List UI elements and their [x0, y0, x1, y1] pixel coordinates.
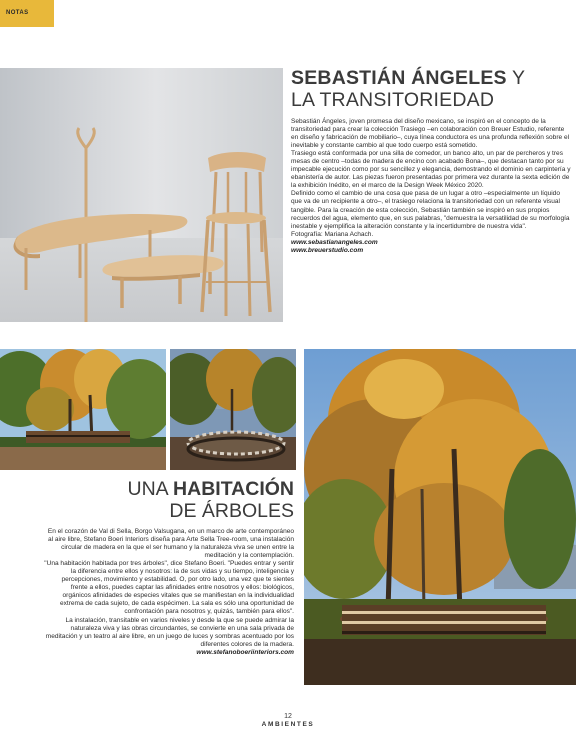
article2-title	[60, 478, 294, 522]
tree-room-photo-autumn	[304, 349, 576, 685]
article2-paragraph: La instalación, transitable en varios niveles y desde la que se puede admirar la naturaleza viva y las obras circundantes, se convierte en una sala privada de meditación y un teatro al aire libre, en un juego de luces y sombras acentuado por los diferentes colores de la madera.	[45, 616, 294, 648]
furniture-photo	[0, 68, 283, 322]
article2-paragraph: En el corazón de Val di Sella, Borgo Valsugana, en un marco de arte contemporáneo al aire libre, Stefano Boeri Interiors diseña para Arte Sella Tree-room, una instalación circular de madera en la que el ser humano y la naturaleza viva se unen entre la meditación y la contemplación.	[47, 528, 294, 560]
article2-paragraph: "Una habitación habitada por tres árboles", dice Stefano Boeri. "Puedes entrar y sentir la diferencia entre ellos y nosotros: la de sus vidas y su tiempo, inteligencia y percepciones, movimiento y estabilidad. O, por otro lado, una vez que te sientes frente a ellos, puedes captar las afinidades entre nosotros y ellos: biológicos, orgánicos afinidades de especies vitales que se manifiestan en la individualidad extrema de cada sujeto, de cada espécimen. La sala es sólo una oportunidad de confrontación para nosotros y, quizás, también para ellos".	[44, 560, 294, 616]
article1-title-strong: SEBASTIÁN ÁNGELES	[291, 67, 507, 89]
page-number: 12	[284, 713, 292, 720]
article1-link-breuer[interactable]: www.breuerstudio.com	[291, 246, 364, 254]
tree-room-photo-close	[170, 349, 296, 470]
article1-title-light-2: LA TRANSITORIEDAD	[291, 89, 495, 111]
page-footer	[0, 713, 576, 729]
tree-room-photo-wide	[0, 349, 166, 470]
article1-title-light-1: Y	[506, 67, 526, 89]
article2-title-strong: HABITACIÓN	[173, 478, 294, 500]
magazine-name: AMBIENTES	[261, 721, 315, 728]
article1-title	[291, 67, 571, 111]
section-tab	[0, 0, 54, 27]
article1-body	[291, 118, 571, 255]
article1-photo-credit: Fotografía: Mariana Achach.	[291, 230, 374, 238]
article1-paragraph: Definido como el cambio de una cosa que pasa de un lugar a otro –especialmente un líquido que va de un recipiente a otro–, el trasiego relaciona la transitoriedad con un referente visual tangible. Para la creación de esta colección, Sebastián también se inspiró en sus propios recuerdos del agua, elemento que, en sus palabras, "demuestra la versatilidad de su morfología inestable y ejemplifica la alteración constante y la incertidumbre de nuestra vida".	[291, 190, 570, 230]
article1-link-sebastian[interactable]: www.sebastianangeles.com	[291, 238, 378, 246]
article2-link-stefano[interactable]: www.stefanoboeriinteriors.com	[196, 648, 294, 656]
section-tab-label: NOTAS	[6, 10, 29, 16]
article2-title-light-2: DE ÁRBOLES	[169, 500, 294, 522]
article1-paragraph: Trasiego está conformada por una silla de comedor, un banco alto, un par de percheros y tres mesas de centro –todas de madera de encino con acabado Bona–, que destacan tanto por su impecable ejecución como por su sencillez y elegancia, demostrando el dominio en carpintería y ebanistería de autor. Las piezas fueron presentadas por primera vez durante la sexta edición de la exhibición Inédito, en el marco de la Design Week México 2020.	[291, 150, 571, 190]
article2-body	[44, 528, 294, 657]
article2-title-light-1: UNA	[127, 478, 174, 500]
article1-paragraph: Sebastián Ángeles, joven promesa del diseño mexicano, se inspiró en el concepto de la transitoriedad para crear la colección Trasiego –en colaboración con Breuer Estudio, referente en diseño y fabricación de mobiliario–, cuya línea conductora es una profunda reflexión sobre el inevitable y constante cambio al que todo cuerpo está sometido.	[291, 118, 570, 150]
